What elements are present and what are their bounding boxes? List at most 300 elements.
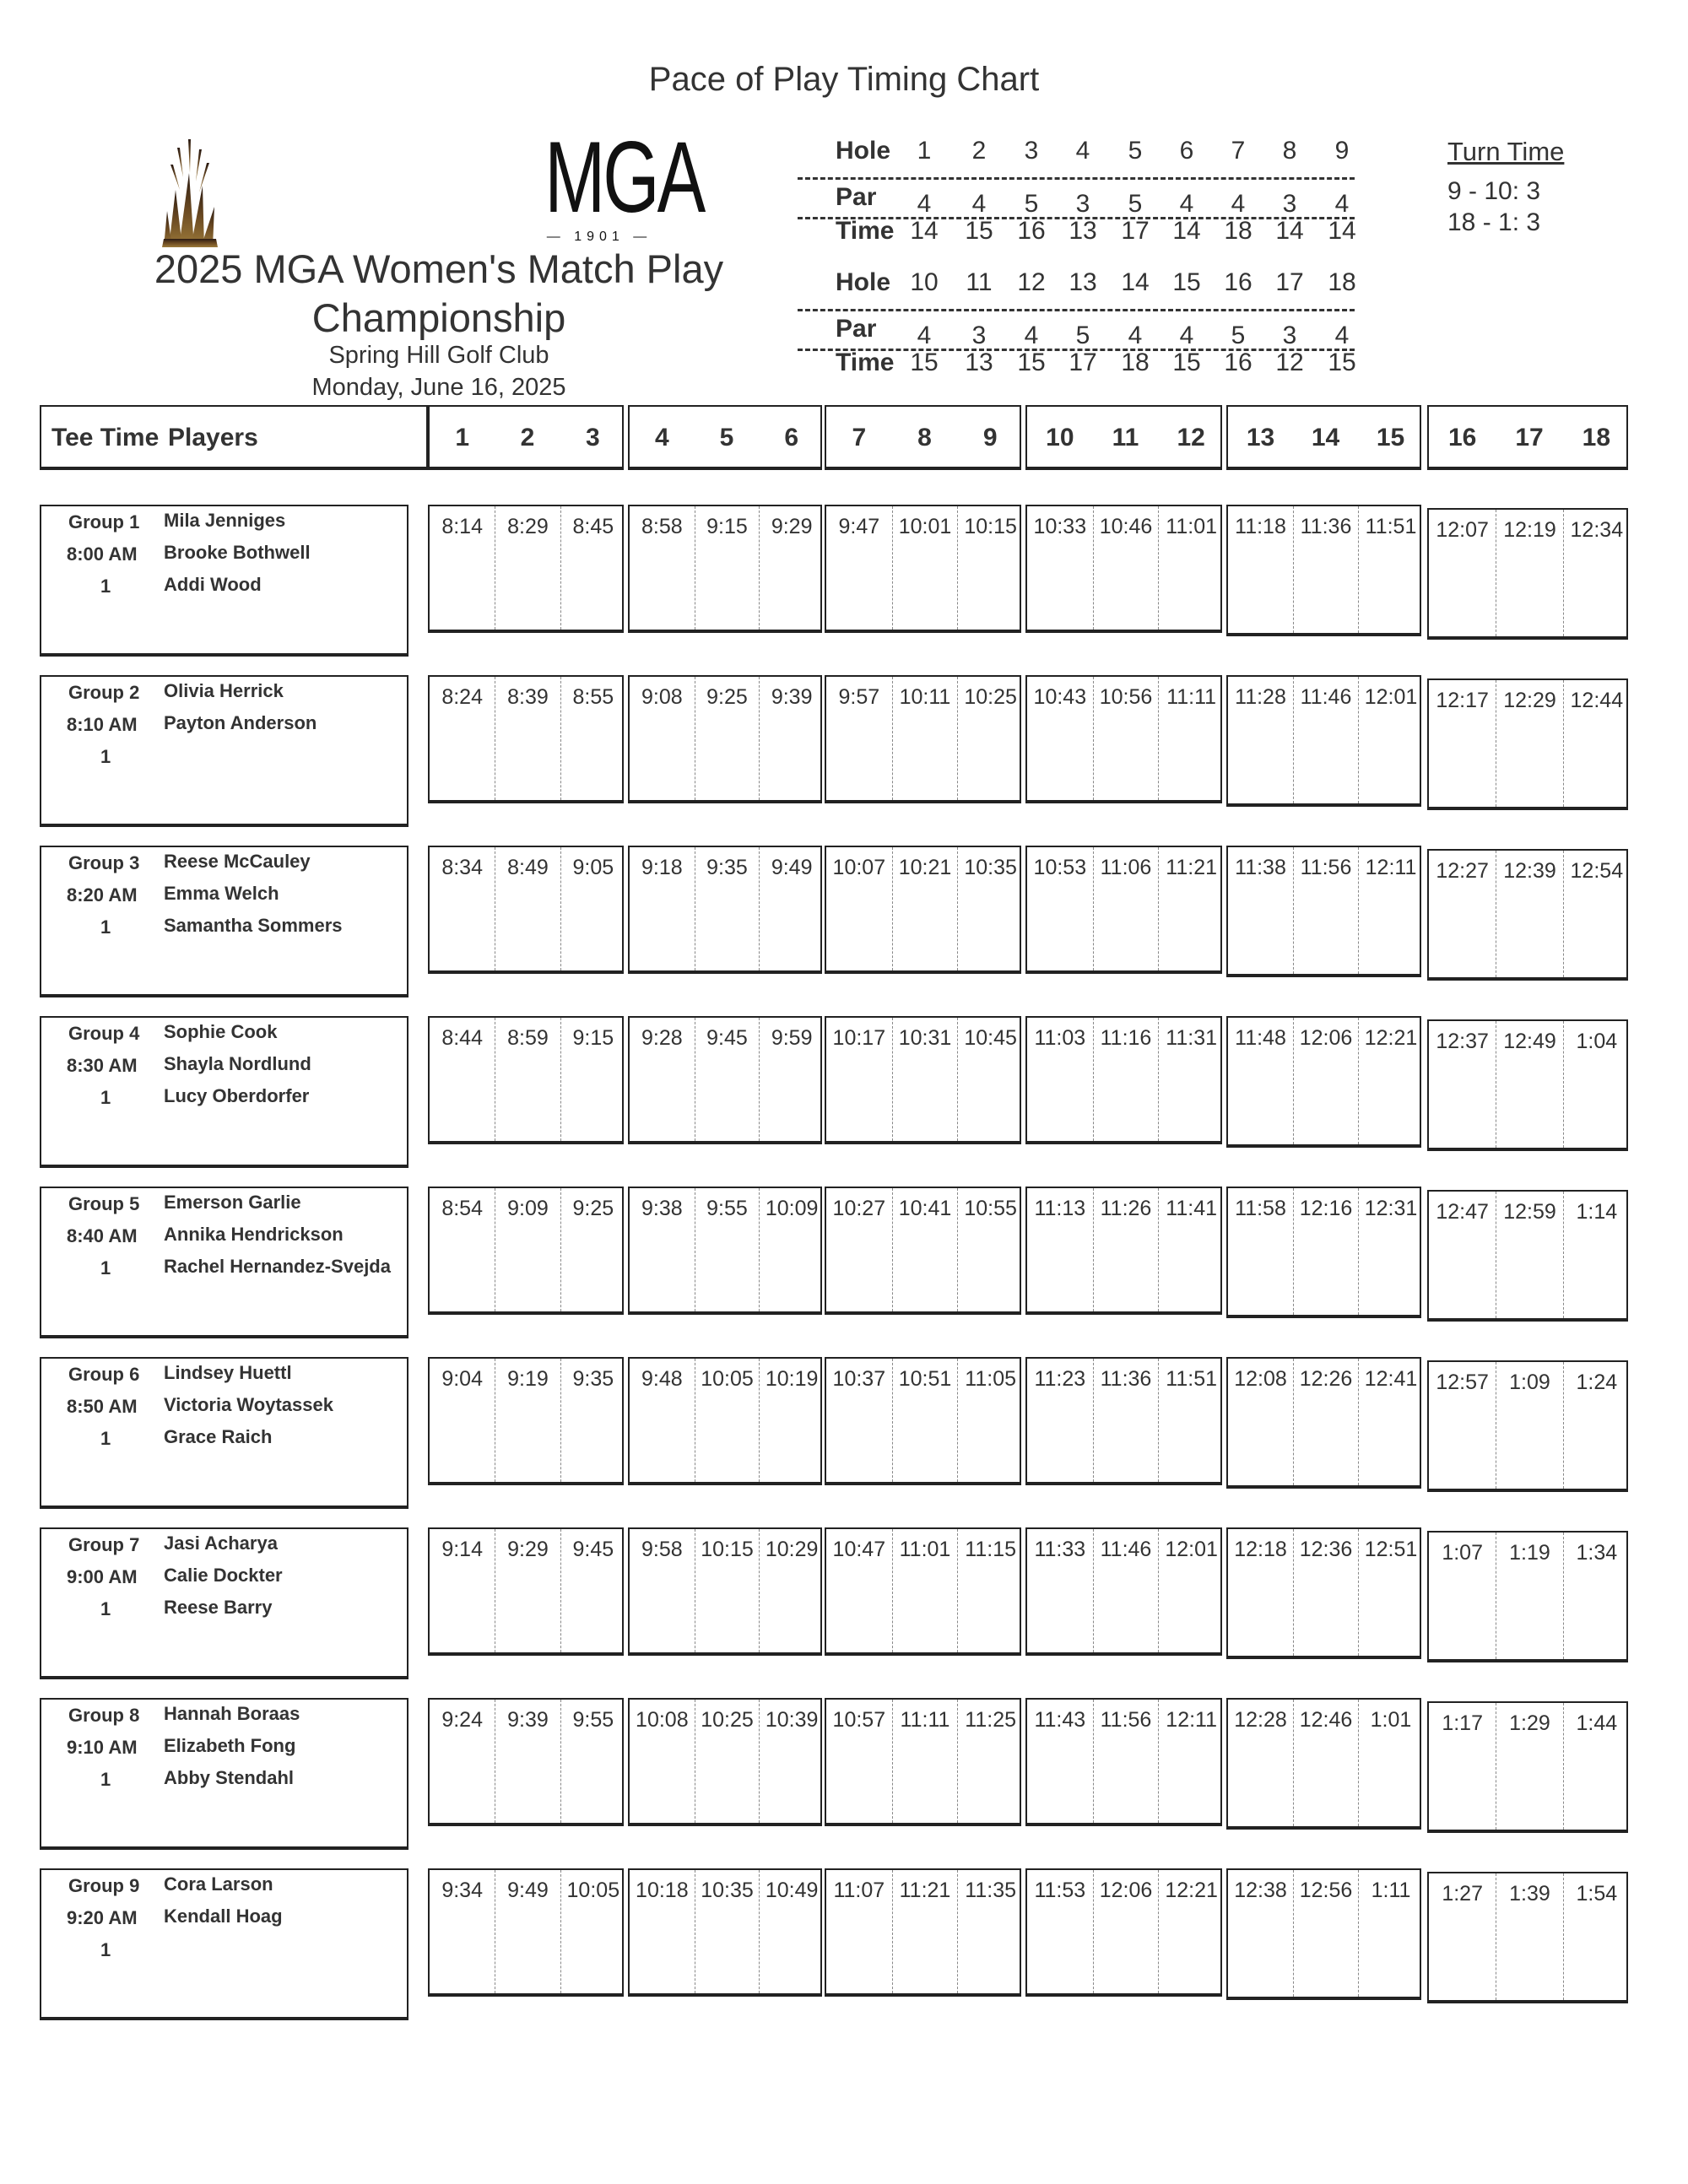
hole-time-cell — [759, 1870, 824, 1993]
par-table-label: Hole — [836, 137, 891, 165]
header-tee-players-box — [40, 405, 428, 470]
hole-time: 11:23 — [1034, 1367, 1086, 1391]
hole-time-cell — [1158, 677, 1224, 800]
turn-time-line: 18 - 1: 3 — [1447, 208, 1541, 236]
hole-time-cell — [695, 1700, 760, 1823]
hole-time-cell — [1027, 847, 1093, 970]
hole-time-cell — [495, 1700, 560, 1823]
dashed-divider — [798, 217, 1355, 219]
hole-time: 9:19 — [507, 1367, 549, 1391]
hole-time-cell — [1093, 506, 1159, 630]
hole-time: 11:13 — [1034, 1197, 1086, 1220]
hole-time: 10:39 — [765, 1708, 819, 1732]
group-hole-times — [1226, 1698, 1421, 1830]
header-hole-group — [1427, 405, 1628, 470]
group-hole-times — [825, 1698, 1021, 1826]
hole-time-cell — [1429, 1192, 1496, 1318]
par-table-value: 5 — [1128, 137, 1143, 165]
hole-time: 12:21 — [1165, 1879, 1218, 1902]
hole-time: 10:33 — [1033, 515, 1087, 538]
player-name: Lucy Oberdorfer — [164, 1085, 310, 1106]
hole-time-cell — [1496, 510, 1562, 636]
hole-time-cell — [892, 1700, 958, 1823]
hole-time: 9:08 — [641, 685, 683, 709]
par-table-value: 12 — [1017, 268, 1046, 296]
hole-time: 8:58 — [641, 515, 683, 538]
par-table-value: 15 — [1172, 268, 1201, 296]
hole-time-cell — [1093, 1359, 1159, 1482]
player-name: Elizabeth Fong — [164, 1735, 296, 1756]
group-tee-time: 8:30 AM — [67, 1055, 138, 1076]
hole-time: 10:09 — [765, 1197, 819, 1220]
hole-time-cell — [495, 1529, 560, 1652]
header-hole-9: 9 — [982, 424, 998, 451]
hole-time-cell — [1358, 847, 1423, 974]
par-table-value: 2 — [971, 137, 987, 165]
hole-time: 9:39 — [771, 685, 813, 709]
hole-time-cell — [1496, 1021, 1562, 1148]
hole-time-cell — [826, 1700, 892, 1823]
hole-time: 10:35 — [701, 1879, 754, 1902]
hole-time: 10:55 — [964, 1197, 1017, 1220]
group-hole-times — [1427, 508, 1628, 640]
par-table-value: 13 — [1069, 268, 1097, 296]
hole-time-cell — [1429, 1021, 1496, 1148]
group-hole-times — [1427, 1190, 1628, 1322]
header-hole-16: 16 — [1447, 424, 1477, 451]
group-tee-time: 9:10 AM — [67, 1737, 138, 1758]
hole-time: 1:54 — [1576, 1882, 1618, 1906]
player-name: Kendall Hoag — [164, 1906, 283, 1927]
hole-time-cell — [892, 1870, 958, 1993]
header-hole-group — [1226, 405, 1421, 470]
par-table-value: 4 — [1334, 322, 1350, 349]
hole-time: 9:14 — [441, 1538, 483, 1561]
hole-time-cell — [1496, 1192, 1562, 1318]
hole-time-cell — [1228, 1870, 1293, 1997]
hole-time-cell — [1358, 506, 1423, 633]
group-info-box — [40, 1016, 408, 1168]
hole-time: 9:59 — [771, 1026, 813, 1050]
hole-time-cell — [560, 1018, 625, 1141]
hole-time: 9:38 — [641, 1197, 683, 1220]
hole-time-cell — [430, 847, 495, 970]
hole-time-cell — [1496, 1362, 1562, 1489]
hole-time: 12:27 — [1436, 859, 1489, 883]
player-name: Calie Dockter — [164, 1565, 283, 1586]
group-hole-times — [628, 675, 822, 803]
group-info-box — [40, 675, 408, 827]
hole-time: 9:24 — [441, 1708, 483, 1732]
group-hole-times — [825, 846, 1021, 974]
hole-time: 1:07 — [1442, 1541, 1483, 1565]
hole-time-cell — [1429, 1362, 1496, 1489]
hole-time: 12:08 — [1234, 1367, 1287, 1391]
player-name: Samantha Sommers — [164, 915, 343, 936]
event-date: Monday, June 16, 2025 — [311, 374, 566, 401]
par-table-holes-row — [0, 137, 1688, 170]
hole-time: 12:34 — [1570, 518, 1624, 542]
par-table-value: 14 — [1121, 268, 1150, 296]
hole-time-cell — [957, 1018, 1023, 1141]
hole-time: 11:06 — [1100, 856, 1152, 879]
hole-time: 10:18 — [636, 1879, 689, 1902]
group-hole-times — [428, 1868, 624, 1997]
hole-time: 1:04 — [1576, 1030, 1618, 1053]
par-table-value: 15 — [1017, 349, 1046, 376]
header-hole-4: 4 — [654, 424, 669, 451]
hole-time: 10:35 — [964, 856, 1017, 879]
hole-time-cell — [826, 847, 892, 970]
par-table-value: 5 — [1075, 322, 1090, 349]
hole-time: 12:39 — [1503, 859, 1556, 883]
hole-time-cell — [1293, 1359, 1358, 1485]
par-table-value: 18 — [1328, 268, 1356, 296]
player-name: Lindsey Huettl — [164, 1362, 292, 1383]
hole-time-cell — [759, 1700, 824, 1823]
hole-time-cell — [1563, 1533, 1630, 1659]
hole-time-cell — [1093, 1018, 1159, 1141]
hole-time-cell — [1228, 506, 1293, 633]
par-table-value: 7 — [1231, 137, 1246, 165]
hole-time-cell — [560, 1188, 625, 1311]
group-hole-times — [1226, 1187, 1421, 1318]
player-name: Abby Stendahl — [164, 1767, 295, 1788]
group-hole-times — [628, 1016, 822, 1144]
hole-time-cell — [1228, 1529, 1293, 1656]
hole-time-cell — [1429, 851, 1496, 977]
hole-time-cell — [695, 1529, 760, 1652]
header-hole-11: 11 — [1112, 424, 1139, 451]
hole-time-cell — [957, 1359, 1023, 1482]
hole-time-cell — [1429, 1873, 1496, 2000]
hole-time: 12:38 — [1234, 1879, 1287, 1902]
hole-time-cell — [1358, 1188, 1423, 1315]
hole-time: 11:01 — [1166, 515, 1218, 538]
hole-time: 11:36 — [1300, 515, 1352, 538]
hole-time: 11:51 — [1166, 1367, 1218, 1391]
hole-time: 9:05 — [572, 856, 614, 879]
hole-time: 11:31 — [1166, 1026, 1218, 1050]
header-hole-6: 6 — [784, 424, 798, 451]
hole-time: 1:14 — [1576, 1200, 1618, 1224]
group-hole-times — [1427, 1360, 1628, 1492]
hole-time: 11:51 — [1365, 515, 1417, 538]
hole-time-cell — [1093, 1700, 1159, 1823]
header-hole-15: 15 — [1376, 424, 1405, 451]
hole-time: 9:25 — [572, 1197, 614, 1220]
header-hole-1: 1 — [455, 424, 469, 451]
group-info-box — [40, 1868, 408, 2020]
par-table-value: 16 — [1224, 268, 1252, 296]
group-tee-time: 9:20 AM — [67, 1907, 138, 1928]
hole-time-cell — [892, 1359, 958, 1482]
group-hole-times — [428, 846, 624, 974]
header-hole-8: 8 — [917, 424, 932, 451]
header-hole-17: 17 — [1515, 424, 1544, 451]
group-tee-time: 8:50 AM — [67, 1396, 138, 1417]
hole-time: 10:11 — [899, 685, 951, 709]
header-hole-group — [1025, 405, 1222, 470]
hole-time: 9:55 — [706, 1197, 748, 1220]
hole-time: 1:24 — [1576, 1370, 1618, 1394]
hole-time: 9:04 — [441, 1367, 483, 1391]
hole-time-cell — [1093, 1870, 1159, 1993]
hole-time-cell — [630, 1870, 695, 1993]
hole-time: 1:19 — [1509, 1541, 1550, 1565]
par-table-value: 14 — [1275, 217, 1304, 245]
hole-time-cell — [826, 1188, 892, 1311]
hole-time-cell — [1228, 1359, 1293, 1485]
group-start-hole: 1 — [100, 1087, 111, 1108]
hole-time: 12:51 — [1364, 1538, 1418, 1561]
hole-time-cell — [495, 677, 560, 800]
group-start-hole: 1 — [100, 916, 111, 938]
header-hole-5: 5 — [719, 424, 734, 451]
hole-time: 10:57 — [832, 1708, 886, 1732]
par-table-label: Par — [836, 315, 877, 343]
hole-time-cell — [892, 847, 958, 970]
group-hole-times — [1226, 1016, 1421, 1148]
hole-time: 12:37 — [1436, 1030, 1489, 1053]
hole-time: 9:49 — [771, 856, 813, 879]
hole-time-cell — [1293, 677, 1358, 803]
dashed-divider — [798, 349, 1355, 351]
group-name: Group 5 — [68, 1193, 140, 1214]
par-table-value: 4 — [1179, 322, 1194, 349]
hole-time: 11:07 — [833, 1879, 885, 1902]
group-tee-time: 8:40 AM — [67, 1225, 138, 1246]
par-table-value: 5 — [1024, 190, 1039, 218]
hole-time: 12:16 — [1299, 1197, 1353, 1220]
par-table-value: 17 — [1069, 349, 1097, 376]
hole-time-cell — [1093, 1188, 1159, 1311]
hole-time: 8:29 — [507, 515, 549, 538]
hole-time: 12:29 — [1503, 689, 1556, 712]
hole-time-cell — [1093, 1529, 1159, 1652]
hole-time: 10:41 — [898, 1197, 952, 1220]
par-table-value: 15 — [1172, 349, 1201, 376]
hole-time: 1:39 — [1509, 1882, 1550, 1906]
group-hole-times — [1226, 1527, 1421, 1659]
group-info-box — [40, 505, 408, 657]
player-name: Jasi Acharya — [164, 1533, 278, 1554]
hole-time: 1:44 — [1576, 1711, 1618, 1735]
hole-time: 10:29 — [765, 1538, 819, 1561]
player-name: Hannah Boraas — [164, 1703, 300, 1724]
par-table-value: 13 — [965, 349, 993, 376]
par-table-value: 3 — [1282, 322, 1297, 349]
header-players: Players — [168, 424, 258, 451]
group-start-hole: 1 — [100, 1598, 111, 1619]
hole-time: 11:48 — [1235, 1026, 1286, 1050]
player-name: Shayla Nordlund — [164, 1053, 311, 1074]
hole-time: 11:16 — [1100, 1026, 1152, 1050]
par-table-value: 4 — [917, 190, 932, 218]
par-table-time-row — [0, 217, 1688, 251]
hole-time-cell — [1563, 1021, 1630, 1148]
group-hole-times — [1427, 1701, 1628, 1833]
hole-time: 12:59 — [1503, 1200, 1556, 1224]
hole-time-cell — [560, 1359, 625, 1482]
group-hole-times — [1025, 1357, 1222, 1485]
hole-time: 9:29 — [507, 1538, 549, 1561]
group-hole-times — [825, 1357, 1021, 1485]
group-hole-times — [1025, 1016, 1222, 1144]
hole-time: 12:57 — [1436, 1370, 1489, 1394]
header-hole-group — [428, 405, 624, 470]
group-start-hole: 1 — [100, 1939, 111, 1960]
hole-time-cell — [759, 1529, 824, 1652]
hole-time: 10:15 — [964, 515, 1017, 538]
player-name: Annika Hendrickson — [164, 1224, 344, 1245]
group-info-box — [40, 1698, 408, 1850]
group-hole-times — [1427, 1531, 1628, 1662]
group-hole-times — [428, 1357, 624, 1485]
hole-time-cell — [430, 1188, 495, 1311]
hole-time: 10:56 — [1099, 685, 1153, 709]
hole-time: 10:46 — [1099, 515, 1153, 538]
hole-time: 1:34 — [1576, 1541, 1618, 1565]
hole-time: 12:06 — [1299, 1026, 1353, 1050]
group-name: Group 1 — [68, 511, 140, 532]
hole-time-cell — [495, 1018, 560, 1141]
hole-time: 10:21 — [898, 856, 952, 879]
hole-time: 12:19 — [1503, 518, 1556, 542]
hole-time: 12:26 — [1299, 1367, 1353, 1391]
hole-time-cell — [560, 847, 625, 970]
par-table-value: 1 — [917, 137, 932, 165]
hole-time: 10:15 — [701, 1538, 754, 1561]
hole-time-cell — [1027, 1870, 1093, 1993]
par-table-holes-row — [0, 268, 1688, 302]
hole-time: 11:35 — [965, 1879, 1017, 1902]
hole-time-cell — [826, 1529, 892, 1652]
hole-time: 12:11 — [1365, 856, 1417, 879]
hole-time-cell — [1158, 1188, 1224, 1311]
hole-time: 9:29 — [771, 515, 813, 538]
hole-time-cell — [1358, 1700, 1423, 1826]
hole-time: 8:14 — [441, 515, 483, 538]
hole-time-cell — [1093, 677, 1159, 800]
group-hole-times — [428, 1187, 624, 1315]
hole-time: 10:05 — [701, 1367, 754, 1391]
hole-time: 12:21 — [1364, 1026, 1418, 1050]
group-hole-times — [1025, 505, 1222, 633]
hole-time: 12:47 — [1436, 1200, 1489, 1224]
hole-time: 8:59 — [507, 1026, 549, 1050]
player-name: Reese McCauley — [164, 851, 311, 872]
hole-time-cell — [759, 1018, 824, 1141]
header-hole-12: 12 — [1177, 424, 1205, 451]
hole-time: 9:39 — [507, 1708, 549, 1732]
group-hole-times — [1226, 846, 1421, 977]
player-name: Sophie Cook — [164, 1021, 278, 1042]
hole-time-cell — [1228, 847, 1293, 974]
player-name: Addi Wood — [164, 574, 262, 595]
group-start-hole: 1 — [100, 1428, 111, 1449]
player-name: Mila Jenniges — [164, 510, 286, 531]
hole-time-cell — [1293, 1700, 1358, 1826]
hole-time-cell — [495, 1359, 560, 1482]
hole-time: 11:25 — [965, 1708, 1017, 1732]
group-hole-times — [825, 505, 1021, 633]
hole-time: 10:25 — [964, 685, 1017, 709]
hole-time-cell — [1496, 1873, 1562, 2000]
hole-time-cell — [495, 1870, 560, 1993]
hole-time-cell — [1563, 680, 1630, 807]
hole-time-cell — [1228, 1188, 1293, 1315]
hole-time-cell — [1563, 1703, 1630, 1830]
hole-time: 12:56 — [1299, 1879, 1353, 1902]
dashed-divider — [798, 177, 1355, 180]
player-name: Olivia Herrick — [164, 680, 284, 701]
hole-time-cell — [495, 847, 560, 970]
par-table-par-row — [0, 183, 1688, 217]
hole-time-cell — [630, 1188, 695, 1311]
hole-time-cell — [630, 847, 695, 970]
hole-time-cell — [695, 1018, 760, 1141]
par-table-value: 4 — [917, 322, 932, 349]
group-hole-times — [1226, 1868, 1421, 2000]
hole-time: 9:48 — [641, 1367, 683, 1391]
par-table-value: 4 — [1179, 190, 1194, 218]
hole-time-cell — [1158, 506, 1224, 630]
hole-time: 10:37 — [832, 1367, 886, 1391]
hole-time: 8:45 — [572, 515, 614, 538]
group-hole-times — [428, 1698, 624, 1826]
par-table-value: 4 — [1334, 190, 1350, 218]
hole-time-cell — [957, 1529, 1023, 1652]
hole-time-cell — [892, 677, 958, 800]
group-hole-times — [1427, 1019, 1628, 1151]
hole-time-cell — [430, 1700, 495, 1823]
hole-time-cell — [695, 847, 760, 970]
hole-time-cell — [1158, 847, 1224, 970]
par-table-label: Par — [836, 183, 877, 211]
hole-time-cell — [892, 1529, 958, 1652]
hole-time: 11:03 — [1034, 1026, 1086, 1050]
group-name: Group 8 — [68, 1705, 140, 1726]
hole-time: 11:38 — [1235, 856, 1286, 879]
hole-time-cell — [957, 1870, 1023, 1993]
hole-time: 11:43 — [1034, 1708, 1086, 1732]
player-name: Payton Anderson — [164, 712, 317, 733]
hole-time: 10:45 — [964, 1026, 1017, 1050]
hole-time-cell — [495, 1188, 560, 1311]
group-hole-times — [428, 1016, 624, 1144]
hole-time: 11:33 — [1034, 1538, 1086, 1561]
player-name: Rachel Hernandez-Svejda — [164, 1256, 391, 1277]
par-table-par-row — [0, 315, 1688, 349]
par-table-value: 5 — [1128, 190, 1143, 218]
hole-time-cell — [826, 506, 892, 630]
hole-time-cell — [1158, 1700, 1224, 1823]
hole-time: 11:11 — [1166, 685, 1217, 709]
hole-time: 10:07 — [832, 856, 886, 879]
hole-time: 8:44 — [441, 1026, 483, 1050]
par-table-value: 15 — [965, 217, 993, 245]
hole-time: 11:21 — [1166, 856, 1218, 879]
hole-time-cell — [892, 1188, 958, 1311]
player-name: Emma Welch — [164, 883, 279, 904]
par-table-value: 11 — [966, 268, 993, 296]
par-table-label: Hole — [836, 268, 891, 296]
group-hole-times — [1427, 678, 1628, 810]
hole-time: 9:18 — [641, 856, 683, 879]
dashed-divider — [798, 309, 1355, 311]
group-info-box — [40, 846, 408, 997]
